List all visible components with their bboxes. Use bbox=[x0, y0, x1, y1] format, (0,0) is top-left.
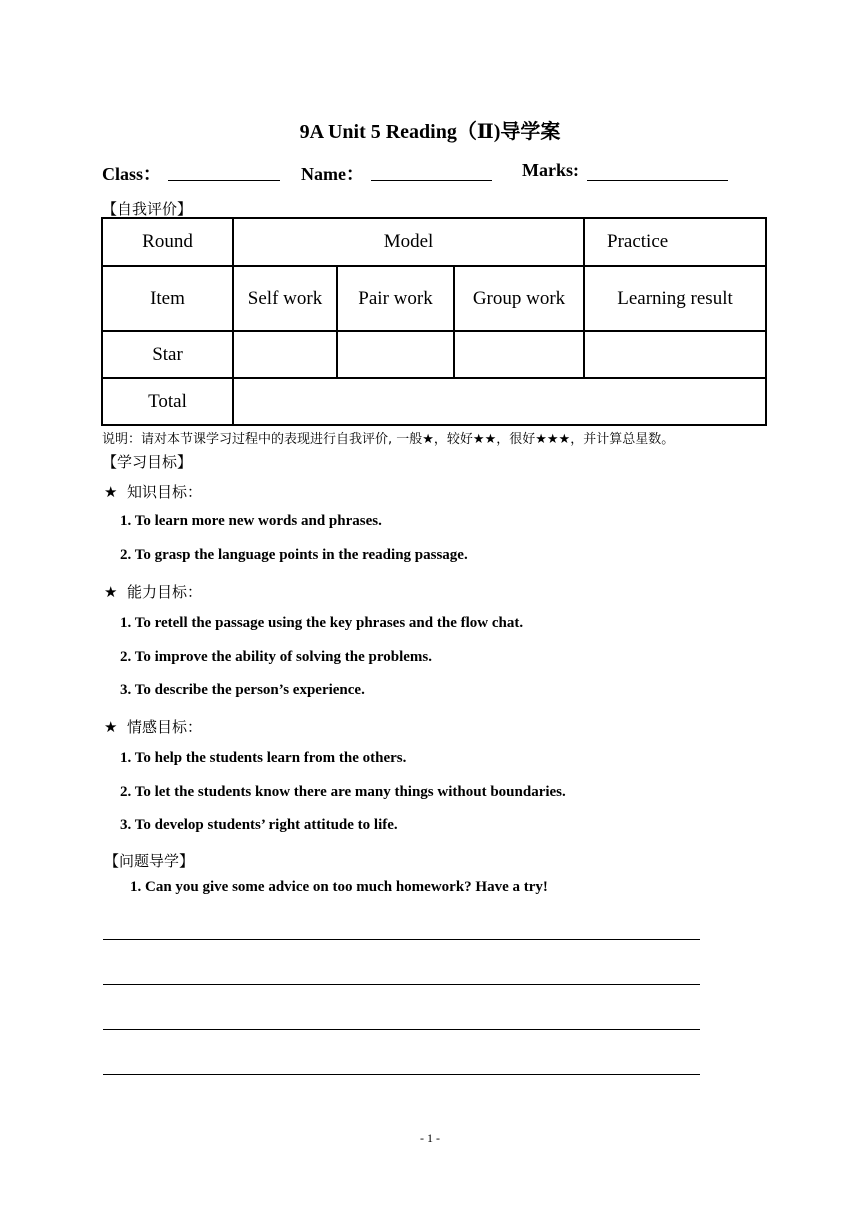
learning-result-label: Learning result bbox=[584, 266, 766, 331]
knowledge-item: 1. To learn more new words and phrases. bbox=[120, 513, 382, 529]
emotion-objectives bbox=[104, 716, 202, 737]
knowledge-label: 知识目标： bbox=[127, 483, 203, 501]
table-row bbox=[102, 378, 766, 425]
emotion-item: 1. To help the students learn from the others. bbox=[120, 750, 407, 766]
practice-label: Practice bbox=[584, 218, 766, 266]
name-label: Name： bbox=[301, 164, 364, 184]
answer-line[interactable] bbox=[103, 1029, 700, 1030]
self-work-star-cell[interactable] bbox=[233, 331, 337, 378]
pair-work-label: Pair work bbox=[337, 266, 454, 331]
self-eval-heading: 【自我评价】 bbox=[102, 200, 193, 218]
ability-item: 3. To describe the person’s experience. bbox=[120, 682, 365, 698]
model-label: Model bbox=[233, 218, 584, 266]
table-row bbox=[102, 331, 766, 378]
eval-note: 说明：请对本节课学习过程中的表现进行自我评价, 一般★，较好★★，很好★★★，并计算总星数。 bbox=[102, 432, 675, 447]
star-icon: ★ bbox=[104, 583, 118, 601]
star-label: Star bbox=[102, 331, 233, 378]
emotion-item: 3. To develop students’ right attitude to life. bbox=[120, 817, 398, 833]
knowledge-item: 2. To grasp the language points in the reading passage. bbox=[120, 547, 468, 563]
star-icon: ★ bbox=[104, 718, 118, 736]
group-work-star-cell[interactable] bbox=[454, 331, 584, 378]
class-label: Class： bbox=[102, 164, 162, 184]
emotion-item: 2. To let the students know there are many things without boundaries. bbox=[120, 784, 566, 800]
pair-work-star-cell[interactable] bbox=[337, 331, 454, 378]
answer-line[interactable] bbox=[103, 1074, 700, 1075]
self-eval-table bbox=[101, 217, 767, 426]
table-row bbox=[102, 218, 766, 266]
answer-line[interactable] bbox=[103, 984, 700, 985]
round-label: Round bbox=[102, 218, 233, 266]
ability-label: 能力目标： bbox=[127, 583, 203, 601]
learning-result-star-cell[interactable] bbox=[584, 331, 766, 378]
star-icon: ★ bbox=[104, 483, 118, 501]
total-cell[interactable] bbox=[233, 378, 766, 425]
page-title: 9A Unit 5 Reading（Ⅱ)导学案 bbox=[299, 121, 561, 143]
questions-heading: 【问题导学】 bbox=[104, 852, 195, 870]
total-label: Total bbox=[102, 378, 233, 425]
self-work-label: Self work bbox=[233, 266, 337, 331]
ability-objectives bbox=[104, 581, 202, 602]
knowledge-objectives bbox=[104, 481, 202, 502]
objectives-heading: 【学习目标】 bbox=[102, 453, 193, 471]
emotion-label: 情感目标： bbox=[127, 718, 203, 736]
item-label: Item bbox=[102, 266, 233, 331]
marks-label: Marks: bbox=[522, 160, 579, 180]
ability-item: 2. To improve the ability of solving the problems. bbox=[120, 649, 432, 665]
table-row bbox=[102, 266, 766, 331]
question-1: 1. Can you give some advice on too much homework? Have a try! bbox=[130, 879, 548, 895]
class-field[interactable] bbox=[168, 180, 280, 181]
page-number: - 1 - bbox=[420, 1131, 440, 1145]
group-work-label: Group work bbox=[454, 266, 584, 331]
answer-line[interactable] bbox=[103, 939, 700, 940]
name-field[interactable] bbox=[371, 180, 492, 181]
ability-item: 1. To retell the passage using the key phrases and the flow chat. bbox=[120, 615, 524, 631]
marks-field[interactable] bbox=[587, 180, 728, 181]
